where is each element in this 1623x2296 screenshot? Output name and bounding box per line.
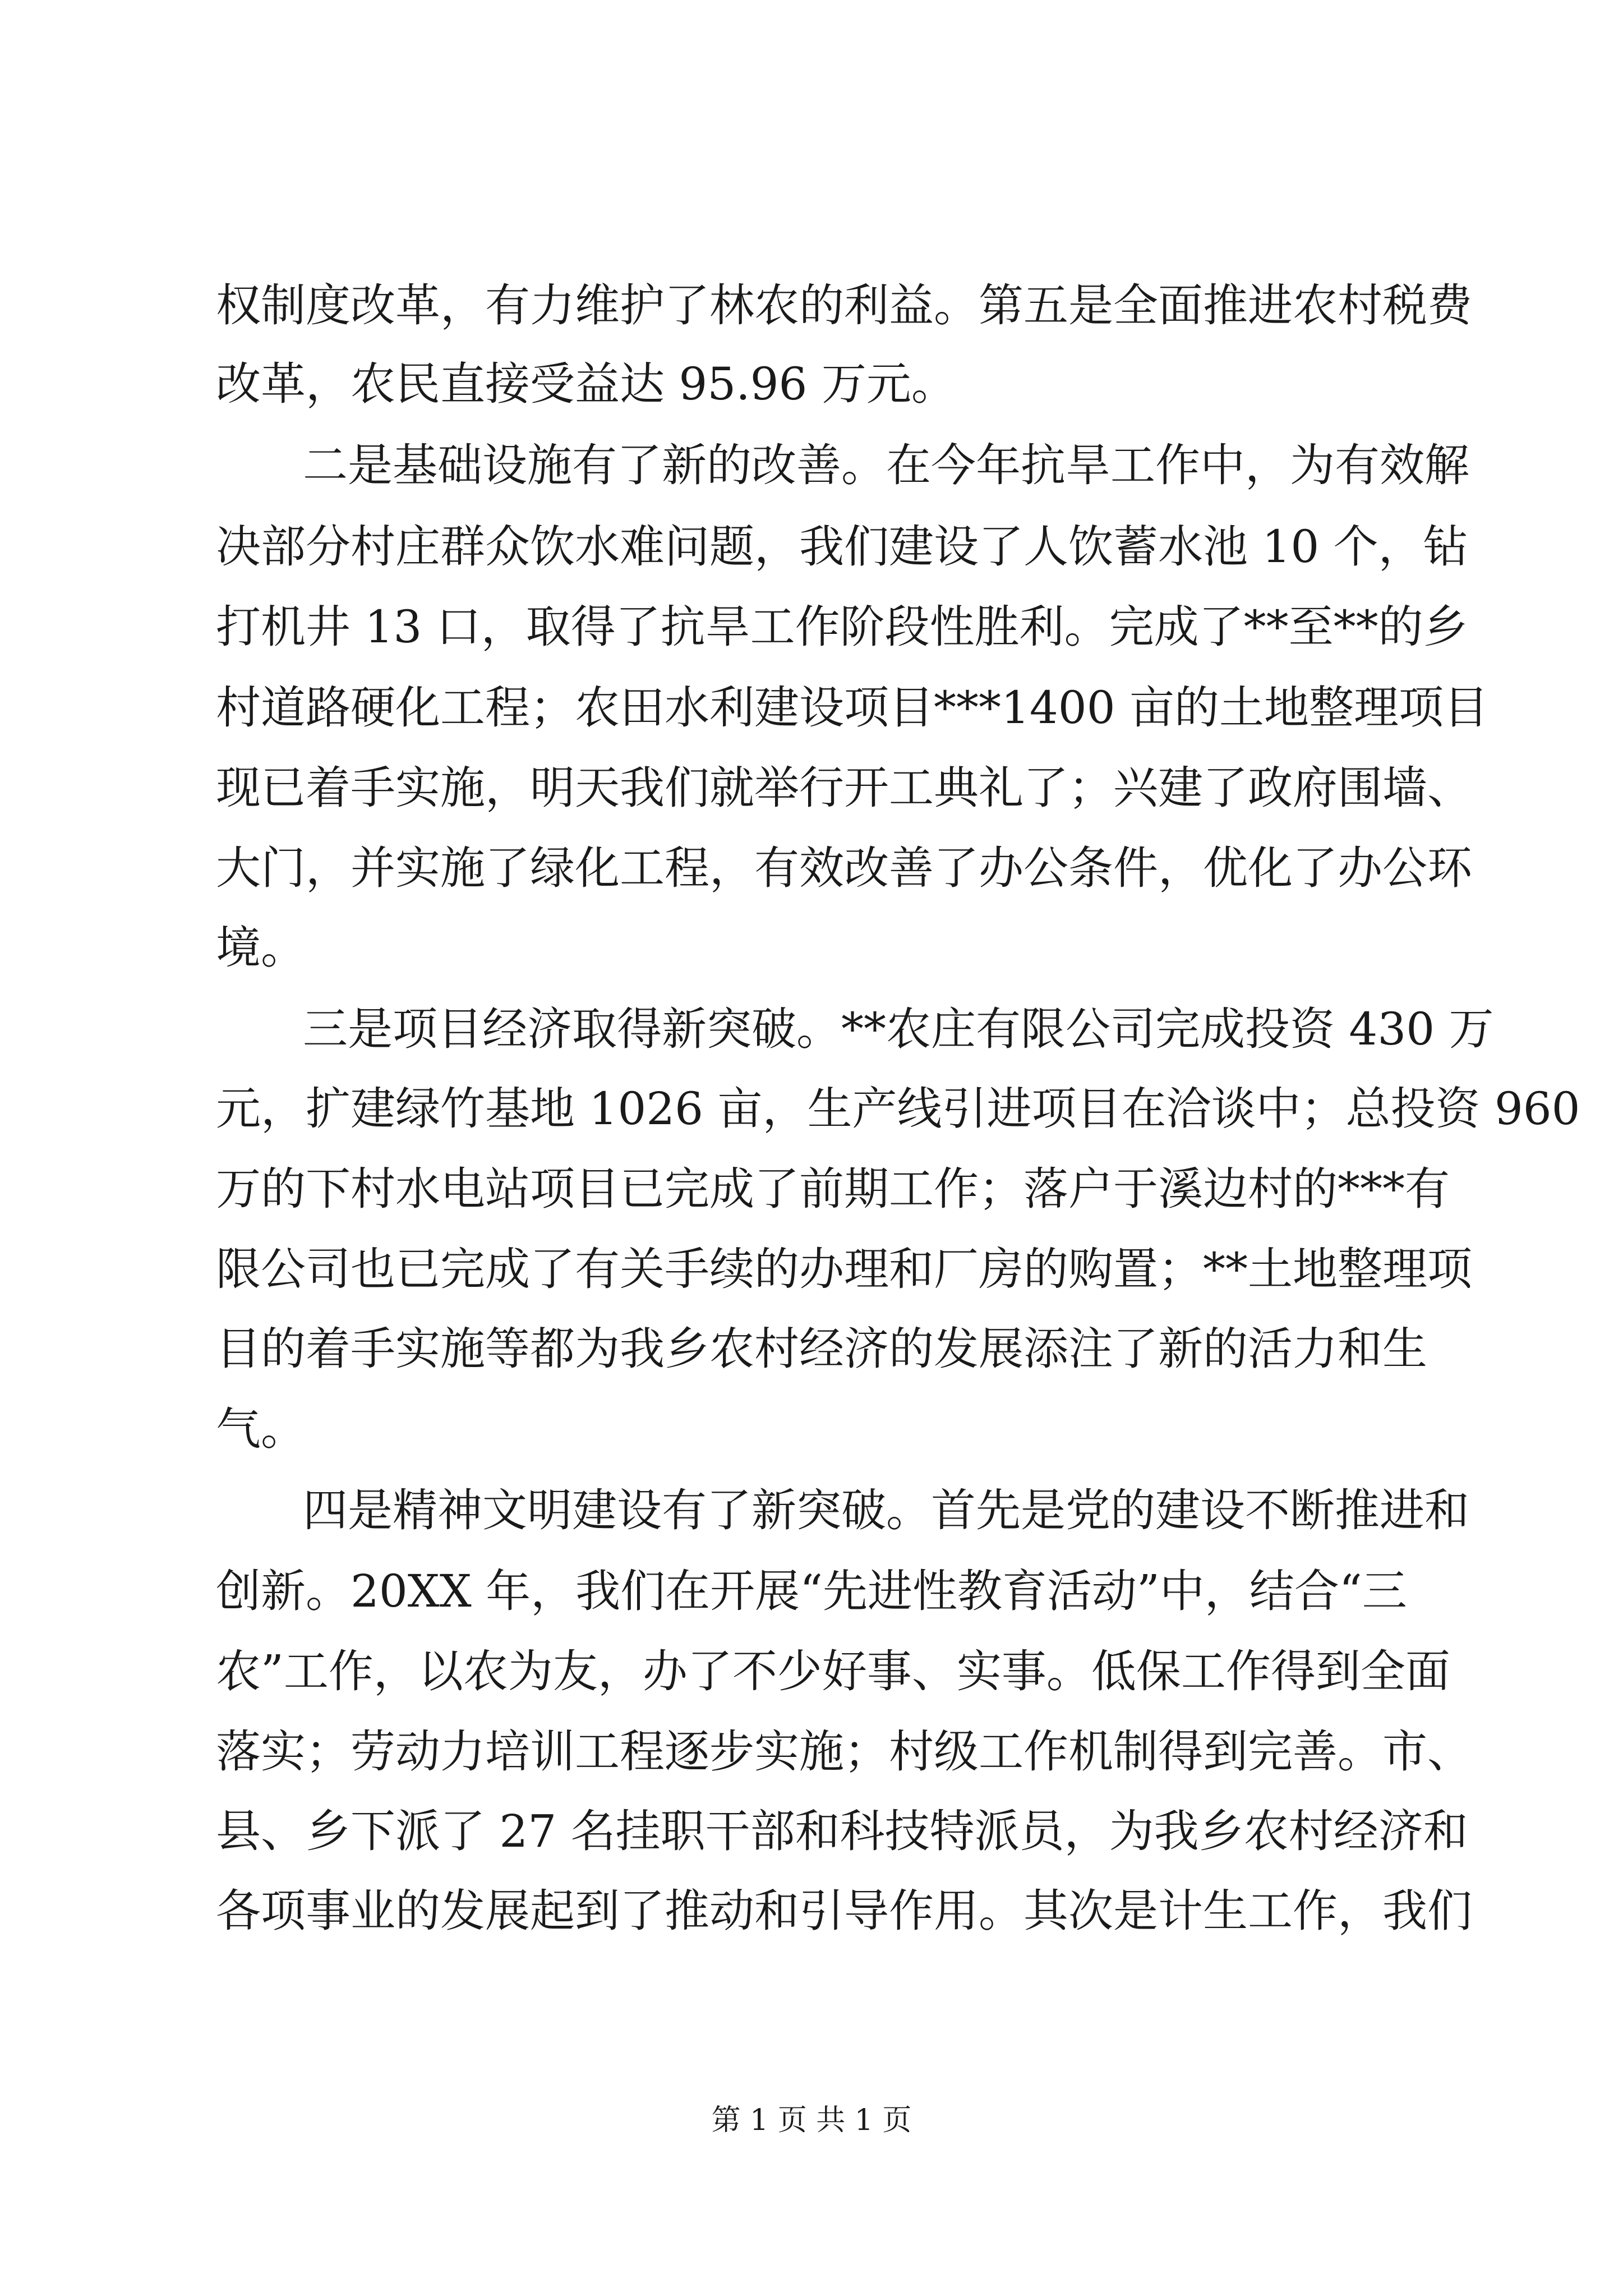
text-line: 创新。20XX 年，我们在开展“先进性教育活动”中，结合“三 (216, 1565, 1407, 1617)
text-line: 县、乡下派了 27 名挂职干部和科技特派员，为我乡农村经济和 (216, 1805, 1468, 1857)
paragraph-start-line: 二是基础设施有了新的改善。在今年抗旱工作中，为有效解 (303, 439, 1469, 491)
paragraph-start-line: 四是精神文明建设有了新突破。首先是党的建设不断推进和 (303, 1484, 1469, 1536)
text-line: 农”工作，以农为友，办了不少好事、实事。低保工作得到全面 (216, 1645, 1450, 1697)
text-line: 落实；劳动力培训工程逐步实施；村级工作机制得到完善。市、 (216, 1726, 1472, 1778)
text-line: 限公司也已完成了有关手续的办理和厂房的购置；**土地整理项 (216, 1243, 1472, 1295)
text-line: 万的下村水电站项目已完成了前期工作；落户于溪边村的***有 (216, 1163, 1450, 1215)
text-line: 打机井 13 口，取得了抗旱工作阶段性胜利。完成了**至**的乡 (216, 601, 1468, 653)
text-line: 各项事业的发展起到了推动和引导作用。其次是计生工作，我们 (216, 1885, 1472, 1937)
text-line: 气。 (216, 1403, 306, 1455)
text-line: 村道路硬化工程；农田水利建设项目***1400 亩的土地整理项目 (216, 682, 1489, 734)
text-line: 改革，农民直接受益达 95.96 万元。 (216, 358, 956, 410)
paragraph-start-line: 三是项目经济取得新突破。**农庄有限公司完成投资 430 万 (303, 1003, 1494, 1055)
text-line: 决部分村庄群众饮水难问题，我们建设了人饮蓄水池 10 个，钻 (216, 521, 1468, 573)
text-line: 目的着手实施等都为我乡农村经济的发展添注了新的活力和生 (216, 1323, 1427, 1375)
text-line: 元，扩建绿竹基地 1026 亩，生产线引进项目在洽谈中；总投资 960 (216, 1083, 1580, 1135)
text-line: 权制度改革，有力维护了林农的利益。第五是全面推进农村税费 (216, 279, 1472, 332)
text-line: 境。 (216, 922, 306, 974)
page-footer: 第 1 页 共 1 页 (711, 2104, 912, 2137)
text-line: 大门，并实施了绿化工程，有效改善了办公条件，优化了办公环 (216, 842, 1472, 894)
text-line: 现已着手实施，明天我们就举行开工典礼了；兴建了政府围墙、 (216, 762, 1472, 814)
